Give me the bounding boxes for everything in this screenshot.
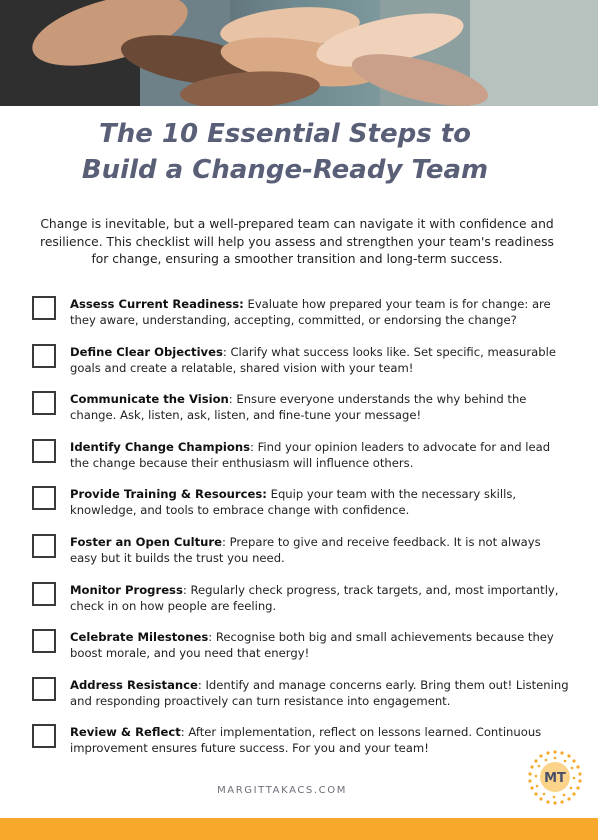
sunburst-logo-icon (526, 748, 584, 806)
title-line-1: The 10 Essential Steps to (98, 119, 472, 149)
item-description: : Prepare to give and receive feedback. It is not always easy but it builds the trust you need. (70, 534, 541, 565)
checkbox[interactable] (32, 391, 56, 415)
item-description: : Recognise both big and small achievements because they boost morale, and you need that energy! (70, 630, 554, 661)
hero-image (0, 0, 598, 106)
hands-photo (0, 0, 598, 106)
item-description: : Clarify what success looks like. Set specific, measurable goals and create a relatable, shared vision with your team! (70, 344, 556, 375)
checklist-item-text (70, 677, 570, 709)
logo-monogram: MT (544, 771, 566, 786)
title-line-2: Build a Change-Ready Team (81, 155, 489, 185)
checklist-item-define-objectives (30, 342, 570, 390)
checklist-item-text (70, 486, 570, 518)
checkbox[interactable] (32, 439, 56, 463)
item-title: Monitor Progress (70, 582, 183, 597)
brand-logo (526, 748, 584, 806)
footer-website-link[interactable]: MARGITTAKACS.COM (217, 785, 347, 796)
checkbox[interactable] (32, 296, 56, 320)
checkbox[interactable] (32, 582, 56, 606)
checkbox[interactable] (32, 724, 56, 748)
item-title: Provide Training & Resources: (70, 487, 267, 502)
item-description: : Identify and manage concerns early. Bring them out! Listening and responding proactively can turn resistance into engagement. (70, 677, 569, 708)
checklist-item-celebrate-milestones (30, 627, 570, 675)
item-title: Identify Change Champions (70, 439, 250, 454)
checklist-item-training-resources (30, 484, 570, 532)
checklist-item-text (70, 296, 570, 328)
item-title: Assess Current Readiness: (70, 297, 244, 311)
item-title: Celebrate Milestones (70, 630, 209, 645)
footer-accent-bar (0, 818, 598, 840)
checkbox[interactable] (32, 534, 56, 558)
item-description: : Regularly check progress, track targets, and, most importantly, check in on how people are feeling. (70, 582, 559, 613)
checklist-item-assess-readiness (30, 294, 570, 342)
checklist-item-communicate-vision (30, 389, 570, 437)
checkbox[interactable] (32, 629, 56, 653)
item-description: : After implementation, reflect on lessons learned. Continuous improvement ensures future success. For you and your team! (70, 725, 542, 756)
checkbox[interactable] (32, 677, 56, 701)
item-description: Evaluate how prepared your team is for change: are they aware, understanding, accepting, committed, or endorsing the change? (70, 297, 551, 327)
item-description: : Find your opinion leaders to advocate for and lead the change because their enthusiasm will influence others. (70, 439, 551, 470)
checklist-item-text (70, 391, 570, 423)
checklist-item-text (70, 629, 570, 661)
item-title: Address Resistance (70, 677, 198, 692)
checkbox[interactable] (32, 344, 56, 368)
item-description: Equip your team with the necessary skills, knowledge, and tools to embrace change with confidence. (70, 487, 517, 518)
checklist (30, 294, 570, 770)
checklist-item-text (70, 344, 570, 376)
checklist-item-identify-champions (30, 437, 570, 485)
checklist-item-text (70, 724, 570, 756)
item-title: Review & Reflect (70, 725, 181, 740)
item-title: Foster an Open Culture (70, 534, 223, 549)
item-title: Define Clear Objectives (70, 344, 223, 359)
checklist-item-text (70, 534, 570, 566)
checklist-item-review-reflect (30, 722, 570, 770)
checklist-item-address-resistance (30, 675, 570, 723)
item-description: : Ensure everyone understands the why behind the change. Ask, listen, ask, listen, and fine-tune your message! (70, 392, 527, 423)
checklist-item-text (70, 439, 570, 471)
checkbox[interactable] (32, 486, 56, 510)
checklist-item-monitor-progress (30, 580, 570, 628)
intro-paragraph: Change is inevitable, but a well-prepared team can navigate it with confidence and resilience. This checklist will help you assess and strengthen your team's readiness for change, ensuring a smoother transition and long-term success. (40, 217, 554, 266)
checklist-item-open-culture (30, 532, 570, 580)
page-title (0, 116, 570, 188)
item-title: Communicate the Vision (70, 392, 229, 407)
checklist-item-text (70, 582, 570, 614)
